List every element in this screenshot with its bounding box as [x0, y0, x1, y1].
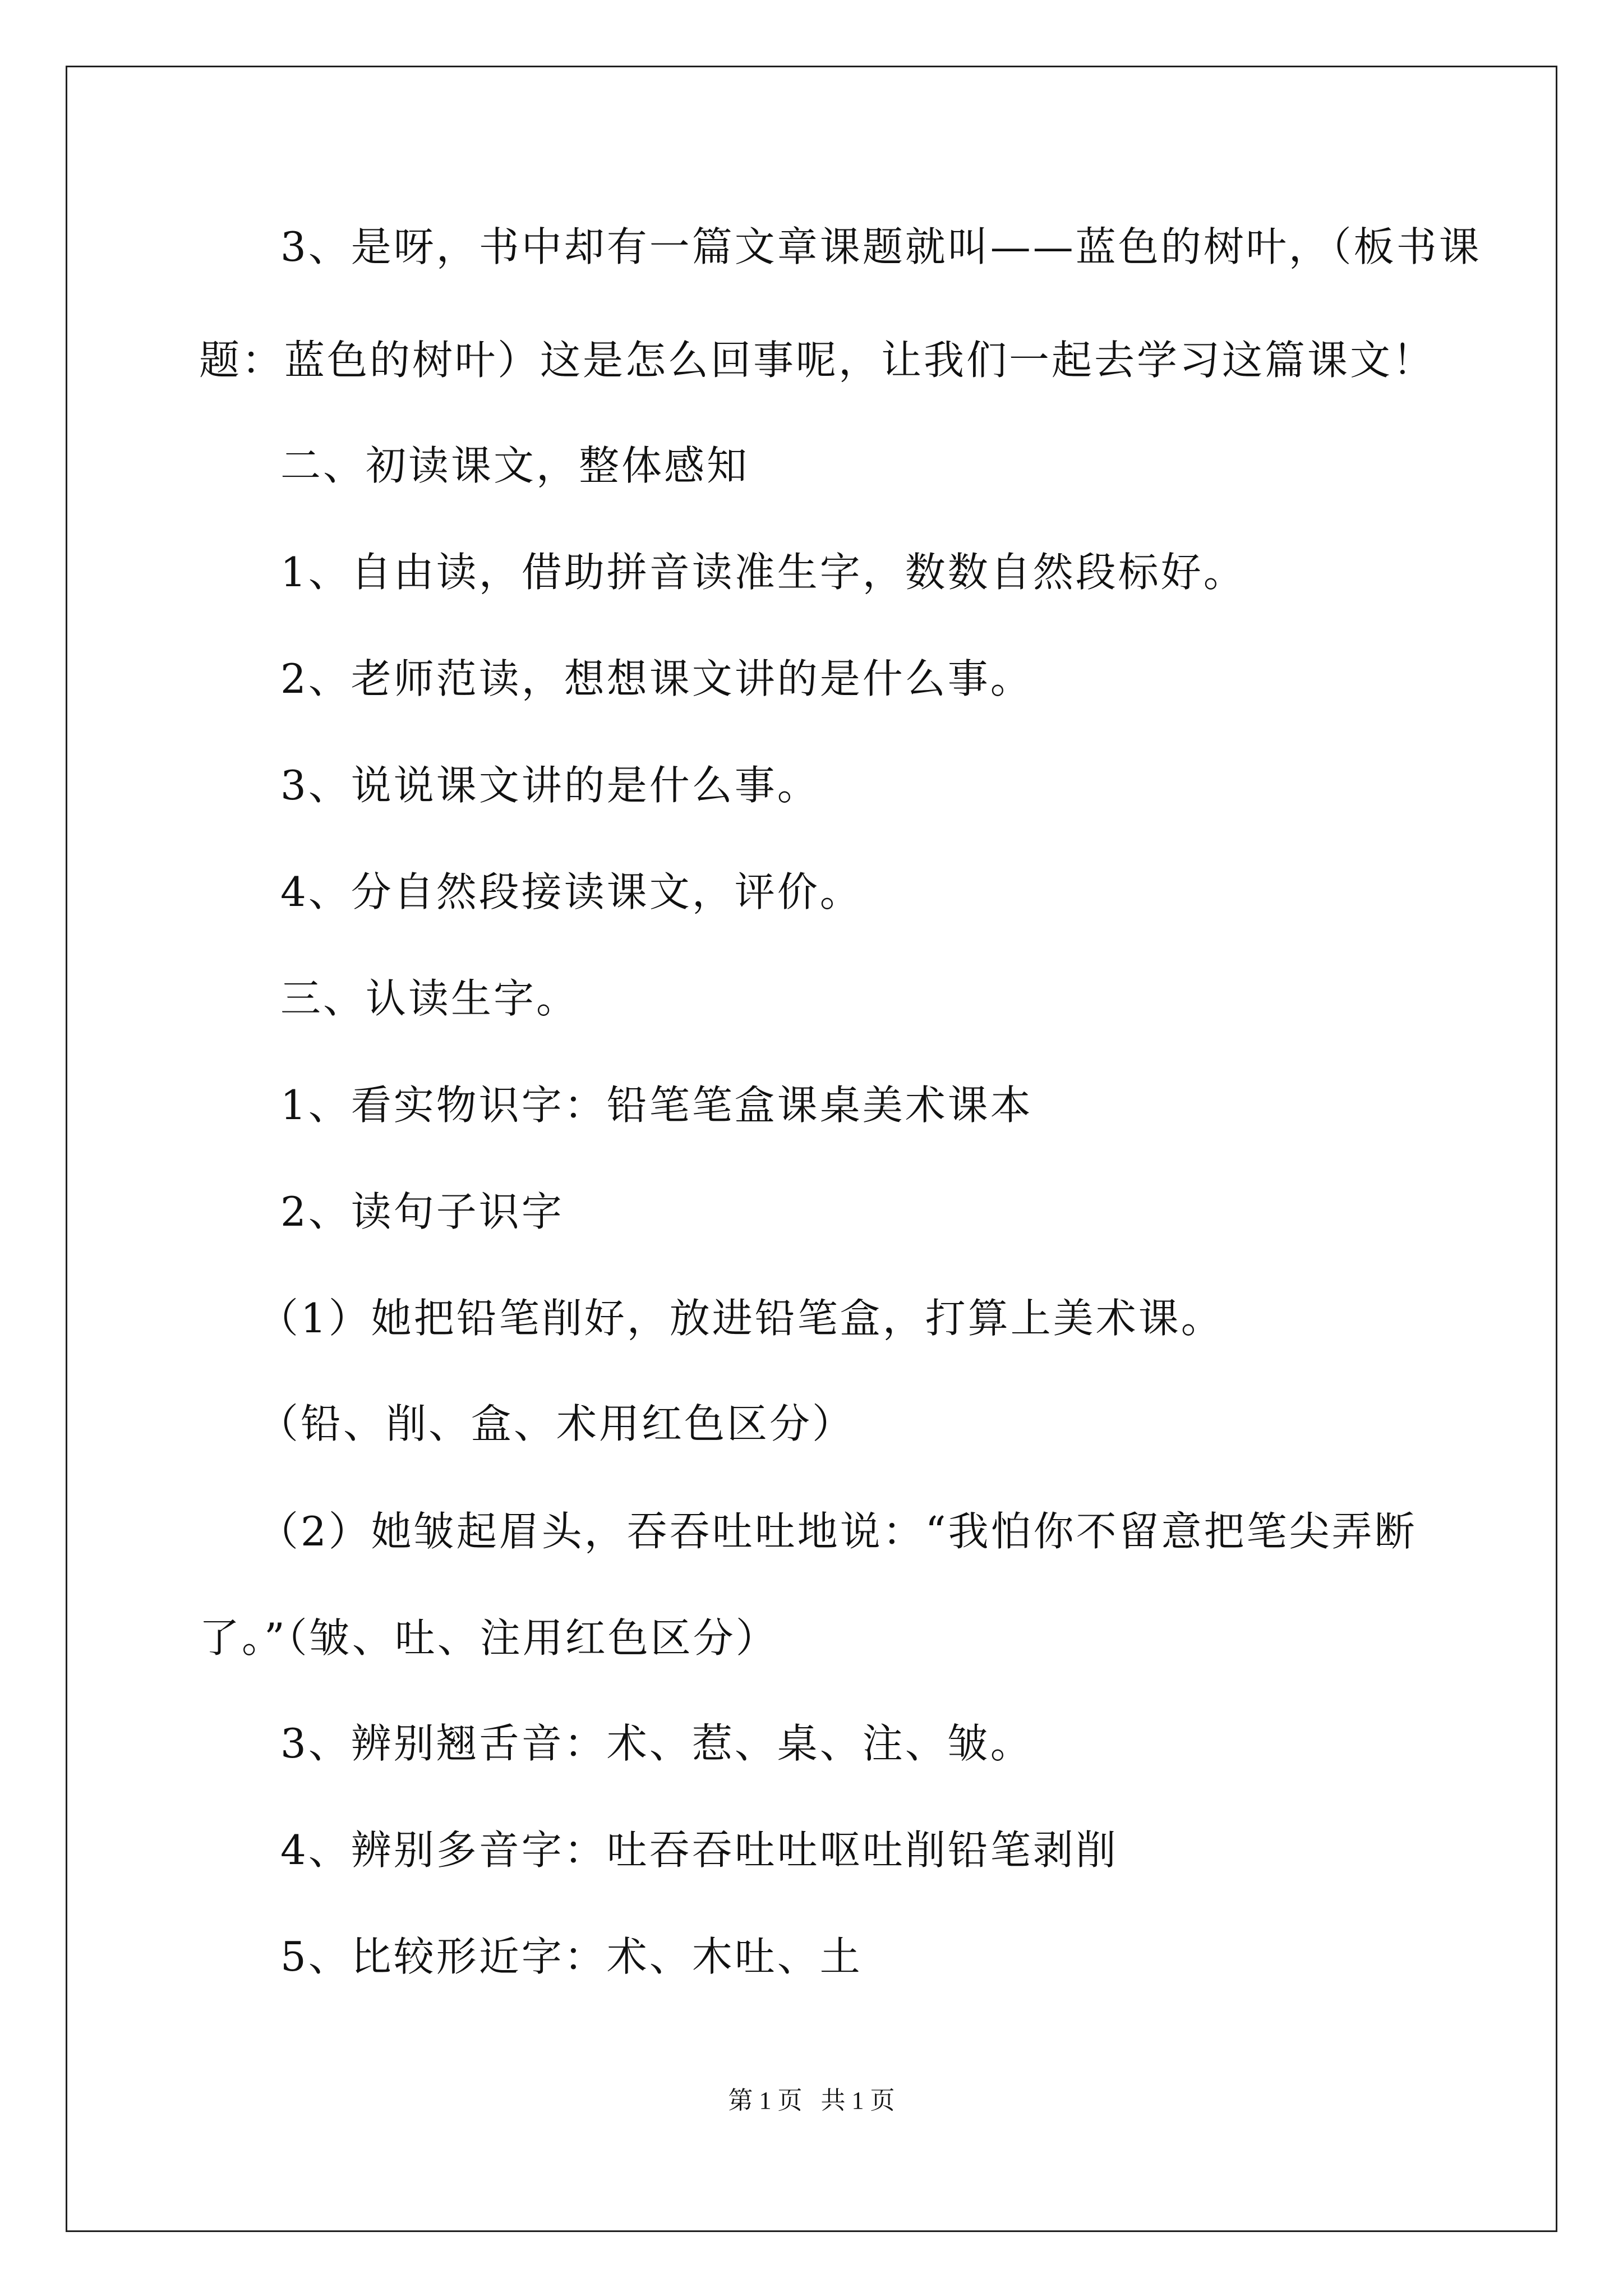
sentence-note-1: （铅、削、盒、术用红色区分） — [258, 1400, 855, 1447]
list-item-5: 1、看实物识字：铅笔笔盒课桌美术课本 — [280, 1082, 1033, 1129]
paragraph-line-2: 题：蓝色的树叶）这是怎么回事呢，让我们一起去学习这篇课文！ — [199, 337, 1436, 384]
list-item-7: 3、辨别翘舌音：术、惹、桌、注、皱。 — [280, 1720, 1033, 1767]
list-item-2: 2、老师范读，想想课文讲的是什么事。 — [280, 655, 1033, 702]
sentence-example-2: （2）她皱起眉头，吞吞吐吐地说：“我怕你不留意把笔尖弄断 — [258, 1508, 1417, 1555]
list-item-1: 1、自由读，借助拼音读准生字，数数自然段标好。 — [280, 549, 1246, 596]
section-heading-2: 二、初读课文，整体感知 — [280, 442, 750, 489]
list-item-9: 5、比较形近字：术、木吐、土 — [280, 1933, 863, 1980]
list-item-4: 4、分自然段接读课文，评价。 — [280, 868, 863, 915]
list-item-3: 3、说说课文讲的是什么事。 — [280, 762, 820, 809]
list-item-6: 2、读句子识字 — [280, 1188, 564, 1235]
section-heading-3: 三、认读生字。 — [280, 975, 579, 1022]
sentence-example-2-continued: 了。”（皱、吐、注用红色区分） — [199, 1614, 778, 1662]
page-frame — [66, 66, 1557, 2232]
page-number-footer: 第 1 页 共 1 页 — [728, 2087, 895, 2114]
paragraph-line-1: 3、是呀，书中却有一篇文章课题就叫——蓝色的树叶，（板书课 — [280, 223, 1482, 270]
sentence-example-1: （1）她把铅笔削好，放进铅笔盒，打算上美术课。 — [258, 1295, 1224, 1342]
list-item-8: 4、辨别多音字：吐吞吞吐吐呕吐削铅笔剥削 — [280, 1826, 1118, 1874]
